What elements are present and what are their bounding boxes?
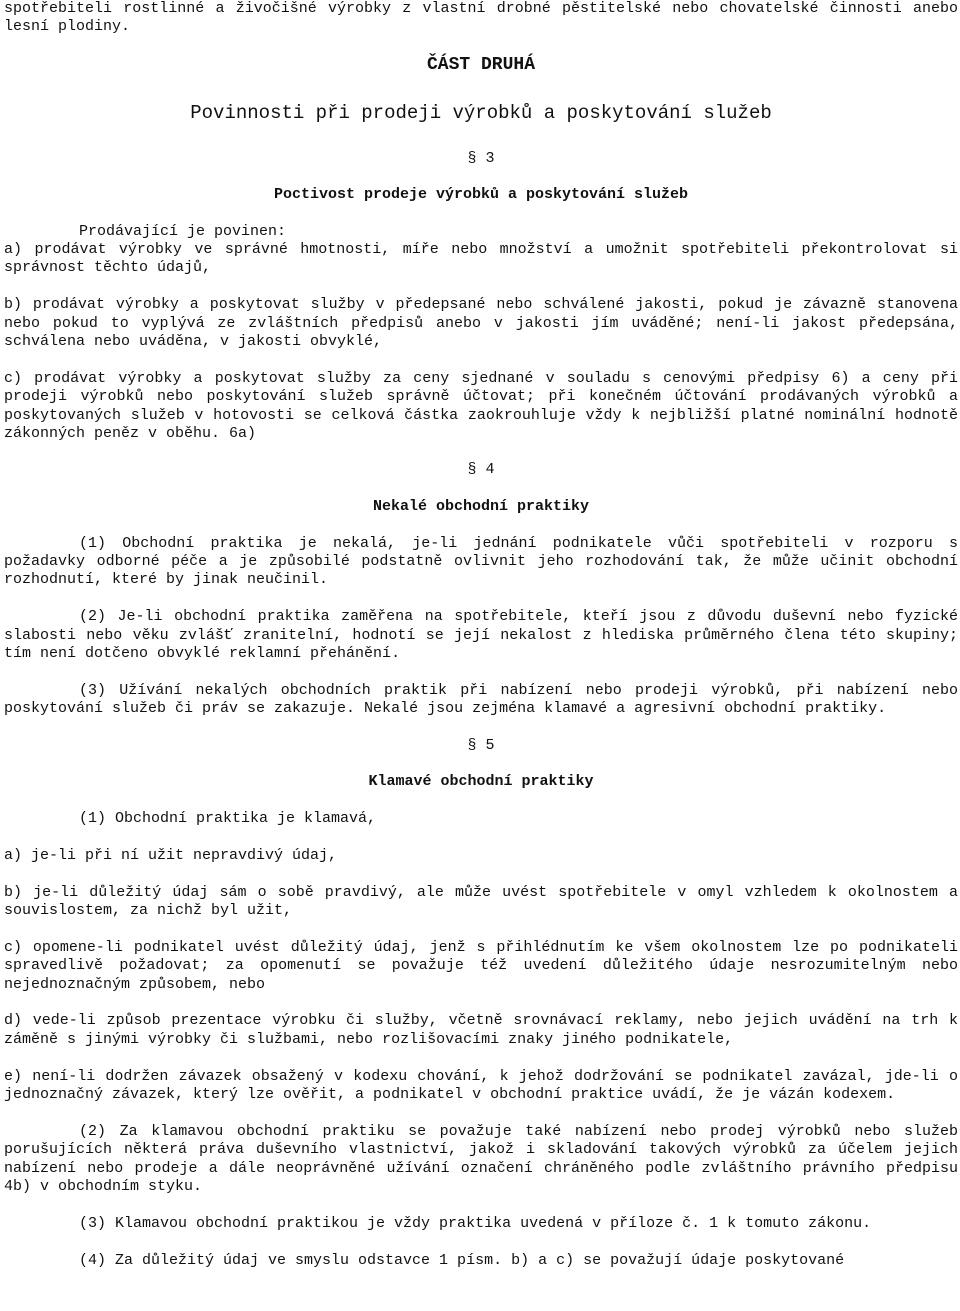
section-4-para-3: (3) Užívání nekalých obchodních praktik při nabízení nebo prodeji výrobků, při nabízení nebo poskytování služeb či práv se zakazuje. Nekalé jsou zejména klamavé a agresivní obchodní praktiky. <box>4 681 958 718</box>
section-3-lead: Prodávající je povinen: <box>79 222 287 240</box>
section-3-item-a: a) prodávat výrobky ve správné hmotnosti, míře nebo množství a umožnit spotřebiteli překontrolovat si správnost těchto údajů, <box>4 241 958 277</box>
section-3-number: § 3 <box>467 149 495 167</box>
section-3-title: Poctivost prodeje výrobků a poskytování služeb <box>273 186 689 204</box>
section-5-para-4: (4) Za důležitý údaj ve smyslu odstavce 1 písm. b) a c) se považují údaje poskytované <box>79 1251 845 1269</box>
section-4-para-2: (2) Je-li obchodní praktika zaměřena na spotřebitele, kteří jsou z důvodu duševní nebo fyzické slabosti nebo věku zvlášť zranitelní, hodnotí se její nekalost z hlediska průměrného člena této skupiny; tím není dotčeno obvyklé reklamní přehánění. <box>4 608 958 663</box>
section-4-para-1: (1) Obchodní praktika je nekalá, je-li jednání podnikatele vůči spotřebiteli v rozporu s požadavky odborné péče a je způsobilé podstatně ovlivnit jeho rozhodování tak, že může učinit obchodní rozhodnutí, které by jinak neučinil. <box>4 534 958 589</box>
section-4-number: § 4 <box>467 461 495 479</box>
part-title: Povinnosti při prodeji výrobků a poskytování služeb <box>190 101 772 124</box>
section-3-item-b: b) prodávat výrobky a poskytovat služby v předepsané nebo schválené jakosti, pokud je závazně stanovena nebo pokud to vyplývá ze zvláštních předpisů anebo v jakosti jím uváděné; není-li jakost předepsána, schválena nebo uváděna, v jakosti obvyklé, <box>4 296 958 351</box>
section-5-para-2: (2) Za klamavou obchodní praktiku se považuje také nabízení nebo prodej výrobků nebo služeb porušujících některá práva duševního vlastnictví, jakož i skladování takových výrobků za účelem jejich nabízení nebo prodeje a dále neoprávněné užívání označení chráněného podle zvláštního právního předpisu 4b) v obchodním styku. <box>4 1122 958 1195</box>
section-5-title: Klamavé obchodní praktiky <box>368 773 594 791</box>
section-4-title: Nekalé obchodní praktiky <box>372 497 590 515</box>
document-page <box>4 0 958 1270</box>
section-5-item-d: d) vede-li způsob prezentace výrobku či služby, včetně srovnávací reklamy, nebo jejich uvádění na trh k záměně s jinými výrobky či službami, nebo rozlišovacími znaky jiného podnikatele, <box>4 1012 958 1048</box>
section-5-item-b: b) je-li důležitý údaj sám o sobě pravdivý, ale může uvést spotřebitele v omyl vzhledem k okolnostem a souvislostem, za nichž byl užit, <box>4 883 958 919</box>
section-5-item-c: c) opomene-li podnikatel uvést důležitý údaj, jenž s přihlédnutím ke všem okolnostem lze po podnikateli spravedlivě požadovat; za opomenutí se považuje též uvedení důležitého údaje nesrozumitelným nebo nejednoznačným způsobem, nebo <box>4 938 958 993</box>
section-3-item-c: c) prodávat výrobky a poskytovat služby za ceny sjednané v souladu s cenovými předpisy 6) a ceny při prodeji výrobků nebo poskytování služeb správně účtovat; při konečném účtování prodávaných výrobků a poskytovaných služeb v hotovosti se celková částka zaokrouhluje vždy k nejbližší platné nominální hodnotě zákonných peněz v oběhu. 6a) <box>4 369 958 443</box>
section-5-para-1: (1) Obchodní praktika je klamavá, <box>79 809 377 827</box>
section-5-item-e: e) není-li dodržen závazek obsažený v kodexu chování, k jehož dodržování se podnikatel zavázal, jde-li o jednoznačný závazek, který lze ověřit, a podnikatel v obchodní praktice uvádí, že je vázán kodexem. <box>4 1067 958 1103</box>
intro-text: spotřebiteli rostlinné a živočišné výrobky z vlastní drobné pěstitelské nebo chovatelské činnosti anebo lesní plodiny. <box>4 0 958 36</box>
section-5-item-a: a) je-li při ní užit nepravdivý údaj, <box>4 846 338 864</box>
section-5-para-3: (3) Klamavou obchodní praktikou je vždy praktika uvedená v příloze č. 1 k tomuto zákonu. <box>79 1214 872 1232</box>
part-heading: ČÁST DRUHÁ <box>426 54 536 75</box>
section-5-number: § 5 <box>467 736 495 754</box>
